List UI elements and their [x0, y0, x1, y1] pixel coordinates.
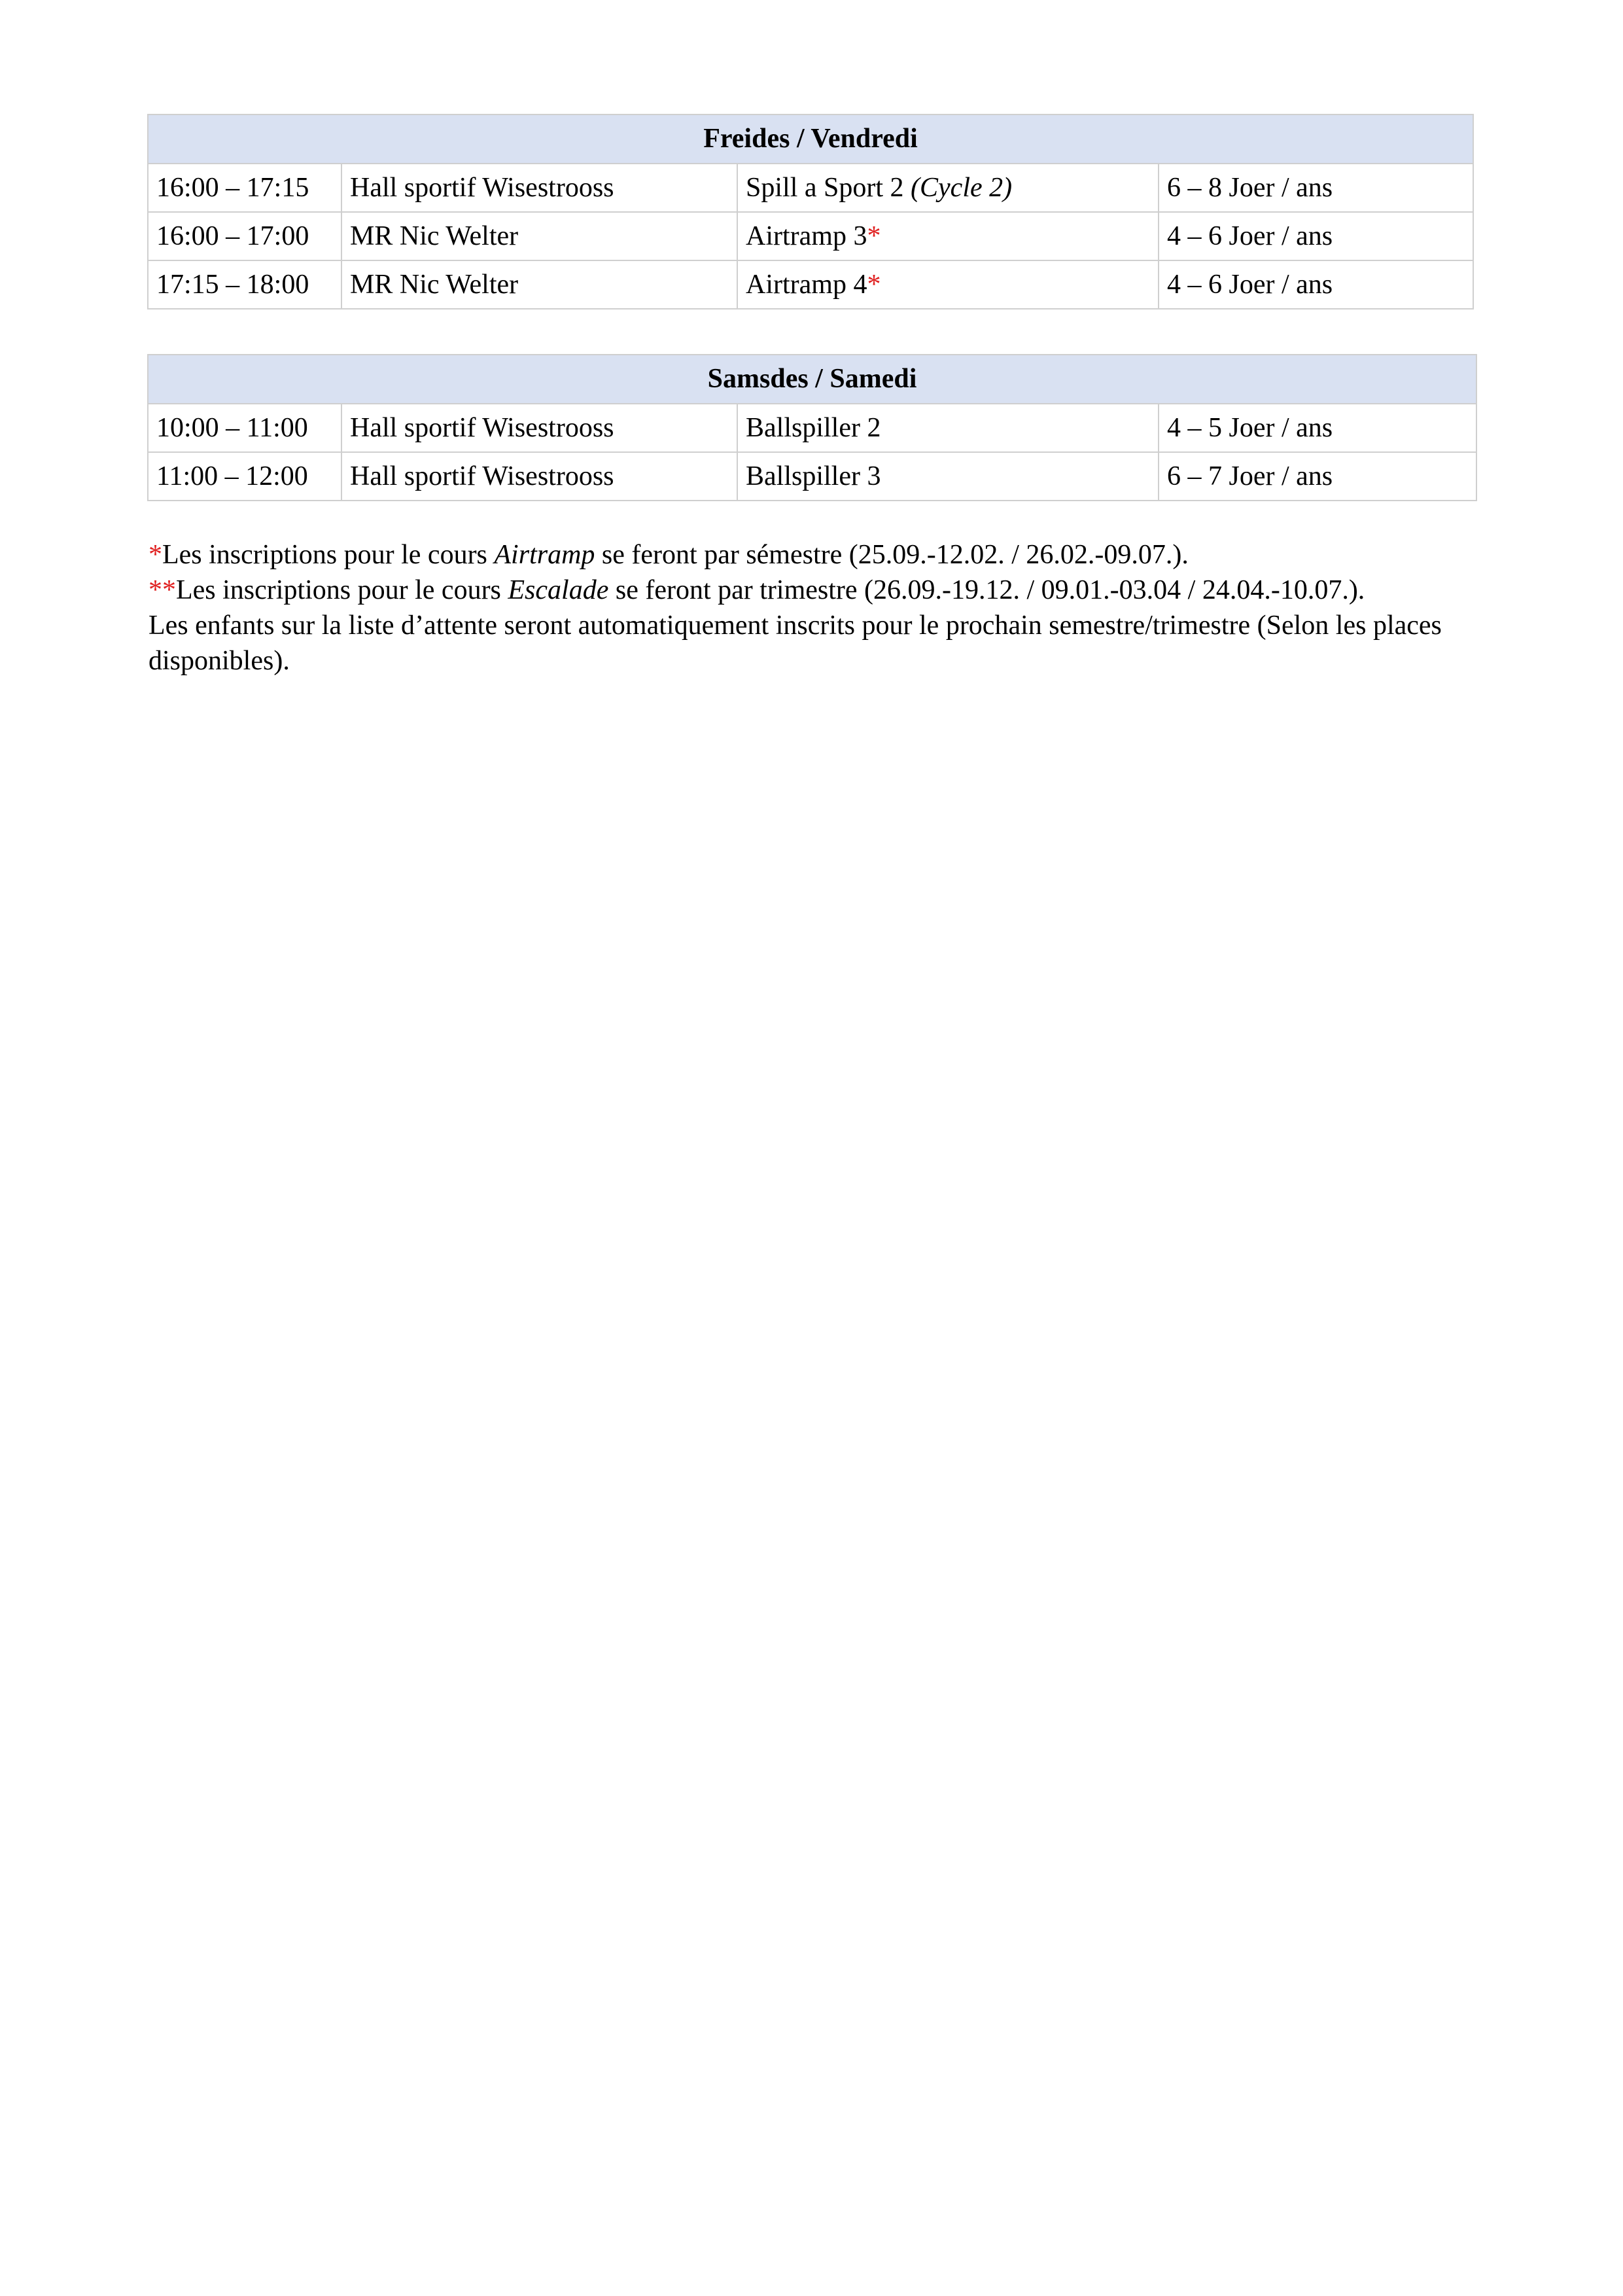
table-header-row	[148, 355, 1476, 404]
footnote-marker: **	[148, 575, 176, 605]
course-note: (Cycle 2)	[911, 173, 1013, 203]
age-cell: 4 – 6 Joer / ans	[1159, 212, 1473, 260]
table-header-row	[148, 115, 1473, 164]
time-cell: 16:00 – 17:15	[148, 164, 341, 212]
footnote-marker: *	[867, 221, 881, 251]
waiting-list-note: Les enfants sur la liste d’attente seront automatiquement inscrits pour le prochain semestre/trimestre (Selon les places disponibles).	[148, 610, 1442, 676]
day-header-saturday: Samsdes / Samedi	[148, 355, 1476, 404]
saturday-schedule-table	[147, 354, 1477, 501]
course-cell	[737, 164, 1159, 212]
age-cell: 4 – 6 Joer / ans	[1159, 260, 1473, 309]
location-cell: Hall sportif Wisestrooss	[341, 452, 737, 501]
age-cell: 6 – 8 Joer / ans	[1159, 164, 1473, 212]
course-name: Escalade	[508, 575, 609, 605]
table-row	[148, 404, 1476, 452]
course-cell: Ballspiller 2	[737, 404, 1159, 452]
table-row	[148, 164, 1473, 212]
table-row	[148, 260, 1473, 309]
footnote-text: se feront par trimestre (26.09.-19.12. / 09.01.-03.04 / 24.04.-10.07.).	[608, 575, 1365, 605]
course-name: Airtramp 3	[746, 221, 867, 251]
footnote-marker: *	[867, 270, 881, 300]
footnote-text: Les inscriptions pour le cours	[176, 575, 508, 605]
time-cell: 17:15 – 18:00	[148, 260, 341, 309]
course-name: Spill a Sport 2	[746, 173, 911, 203]
time-cell: 16:00 – 17:00	[148, 212, 341, 260]
course-cell	[737, 260, 1159, 309]
age-cell: 6 – 7 Joer / ans	[1159, 452, 1476, 501]
course-name: Airtramp	[494, 540, 595, 570]
course-cell	[737, 212, 1159, 260]
day-header-friday: Freides / Vendredi	[148, 115, 1473, 164]
location-cell: MR Nic Welter	[341, 212, 737, 260]
course-cell: Ballspiller 3	[737, 452, 1159, 501]
location-cell: Hall sportif Wisestrooss	[341, 404, 737, 452]
time-cell: 10:00 – 11:00	[148, 404, 341, 452]
footnote-text: Les inscriptions pour le cours	[162, 540, 495, 570]
table-row	[148, 452, 1476, 501]
course-name: Airtramp 4	[746, 270, 867, 300]
footnotes	[148, 537, 1496, 679]
time-cell: 11:00 – 12:00	[148, 452, 341, 501]
footnote-text: se feront par sémestre (25.09.-12.02. / 26.02.-09.07.).	[595, 540, 1189, 570]
friday-schedule-table	[147, 114, 1474, 309]
footnote-escalade	[148, 573, 1496, 608]
footnote-marker: *	[148, 540, 162, 570]
location-cell: MR Nic Welter	[341, 260, 737, 309]
age-cell: 4 – 5 Joer / ans	[1159, 404, 1476, 452]
footnote-airtramp	[148, 537, 1496, 573]
table-row	[148, 212, 1473, 260]
location-cell: Hall sportif Wisestrooss	[341, 164, 737, 212]
